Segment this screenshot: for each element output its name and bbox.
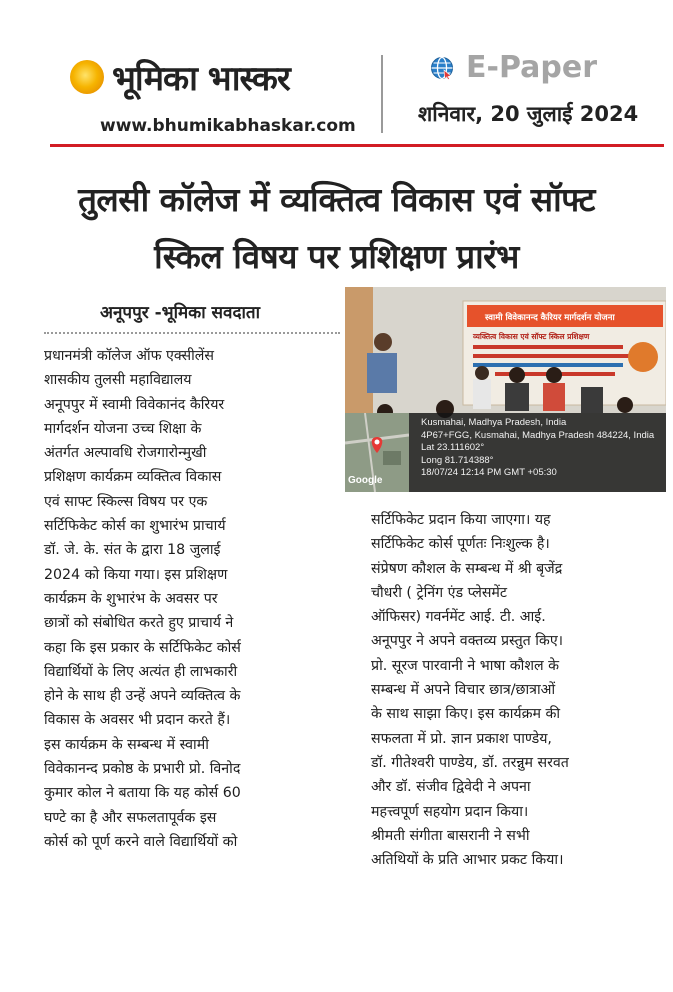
geotag-line: Kusmahai, Madhya Pradesh, India (421, 417, 567, 428)
byline: अनूपपुर -भूमिका सवदाता (100, 303, 261, 323)
article-line: कार्यक्रम के शुभारंभ के अवसर पर (44, 590, 218, 607)
article-line: सर्टिफिकेट कोर्स पूर्णतः निःशुल्क है। (371, 536, 550, 553)
article-line: एवं साफ्ट स्किल्स विषय पर एक (44, 493, 208, 510)
website-url: www.bhumikabhaskar.com (100, 116, 356, 136)
article-line: कुमार कोल ने बताया कि यह कोर्स 60 (44, 785, 241, 802)
article-line: ऑफिसर) गवर्नमेंट आई. टी. आई. (371, 609, 546, 626)
article-line: प्रधानमंत्री कॉलेज ऑफ एक्सीलेंस (44, 348, 215, 364)
article-line: महत्त्वपूर्ण सहयोग प्रदान किया। (371, 803, 529, 820)
article-line: कहा कि इस प्रकार के सर्टिफिकेट कोर्स (44, 639, 241, 656)
epaper-label: E-Paper (466, 50, 597, 85)
article-line: प्रो. सूरज पारवानी ने भाषा कौशल के (371, 657, 560, 674)
article-line: संप्रेषण कौशल के सम्बन्ध में श्री बृजेंद्र (371, 560, 563, 577)
geotag-line: Long 81.714388° (421, 454, 494, 466)
article-line: विवेकानन्द प्रकोष्ठ के प्रभारी प्रो. विनोद (44, 761, 241, 778)
article-line: श्रीमती संगीता बासरानी ने सभी (371, 827, 530, 844)
article-line: इस कार्यक्रम के सम्बन्ध में स्वामी (44, 736, 209, 753)
article-line: सम्बन्ध में अपने विचार छात्र/छात्राओं (371, 682, 556, 699)
photo-banner-line: व्यक्तित्व विकास एवं सॉफ्ट स्किल प्रशिक्षण (473, 332, 590, 341)
masthead-rule (50, 144, 664, 147)
article-line: डॉ. जे. के. संत के द्वारा 18 जुलाई (44, 542, 221, 559)
masthead-divider (381, 55, 383, 133)
article-line: विद्यार्थियों के लिए अत्यंत ही लाभकारी (44, 663, 238, 680)
article-line: अनूपपुर ने अपने वक्तव्य प्रस्तुत किए। (371, 633, 564, 650)
sun-logo-icon (70, 60, 104, 94)
article-line: के साथ साझा किए। इस कार्यक्रम की (371, 706, 561, 723)
headline-line-1: तुलसी कॉलेज में व्यक्तित्व विकास एवं सॉफ्ट (78, 180, 595, 219)
globe-icon (430, 56, 454, 80)
event-photo (345, 287, 666, 492)
map-label: Google (348, 475, 383, 486)
photo-banner-title: स्वामी विवेकानन्द कैरियर मार्गदर्शन योजना (485, 313, 615, 323)
article-column-2 (371, 508, 666, 872)
article-line: शासकीय तुलसी महाविद्यालय (44, 372, 192, 389)
article-line: सर्टिफिकेट कोर्स का शुभारंभ प्राचार्य (44, 518, 226, 535)
article-line: सफलता में प्रो. ज्ञान प्रकाश पाण्डेय, (371, 730, 552, 747)
article-line: विकास के अवसर भी प्रदान करते हैं। (44, 712, 231, 729)
article-line: डॉ. गीतेश्वरी पाण्डेय, डॉ. तरन्नुम सरवत (371, 754, 569, 771)
article-line: अतिथियों के प्रति आभार प्रकट किया। (371, 852, 564, 869)
article-line: छात्रों को संबोधित करते हुए प्राचार्य ने (44, 615, 234, 632)
article-line: अनूपपुर में स्वामी विवेकानंद कैरियर (44, 396, 225, 413)
headline-line-2: स्किल विषय पर प्रशिक्षण प्रारंभ (154, 237, 519, 276)
article-line: घण्टे का है और सफलतापूर्वक इस (44, 809, 217, 826)
geotag-line: 4P67+FGG, Kusmahai, Madhya Pradesh 484224, India (421, 429, 655, 441)
article-line: होने के साथ ही उन्हें अपने व्यक्तित्व के (44, 688, 241, 705)
byline-dotted-rule (44, 332, 340, 334)
article-line: चौधरी ( ट्रेनिंग एंड प्लेसमेंट (371, 584, 508, 601)
article-line: अंतर्गत अल्पावधि रोजगारोन्मुखी (44, 445, 207, 462)
article-line: मार्गदर्शन योजना उच्च शिक्षा के (44, 420, 202, 437)
issue-date: शनिवार, 20 जुलाई 2024 (418, 102, 639, 126)
article-line: और डॉ. संजीव द्विवेदी ने अपना (371, 779, 531, 796)
geotag-line: 18/07/24 12:14 PM GMT +05:30 (421, 467, 557, 479)
article-line: सर्टिफिकेट प्रदान किया जाएगा। यह (371, 512, 551, 528)
article-column-1 (44, 344, 340, 854)
article-line: 2024 को किया गया। इस प्रशिक्षण (44, 566, 228, 583)
geotag-line: Lat 23.111602° (421, 442, 485, 454)
newspaper-brand: भूमिका भास्कर (112, 59, 290, 99)
geotag-text (421, 417, 654, 480)
article-line: प्रशिक्षण कार्यक्रम व्यक्तित्व विकास (44, 469, 222, 486)
article-line: कोर्स को पूर्ण करने वाले विद्यार्थियों को (44, 833, 238, 850)
